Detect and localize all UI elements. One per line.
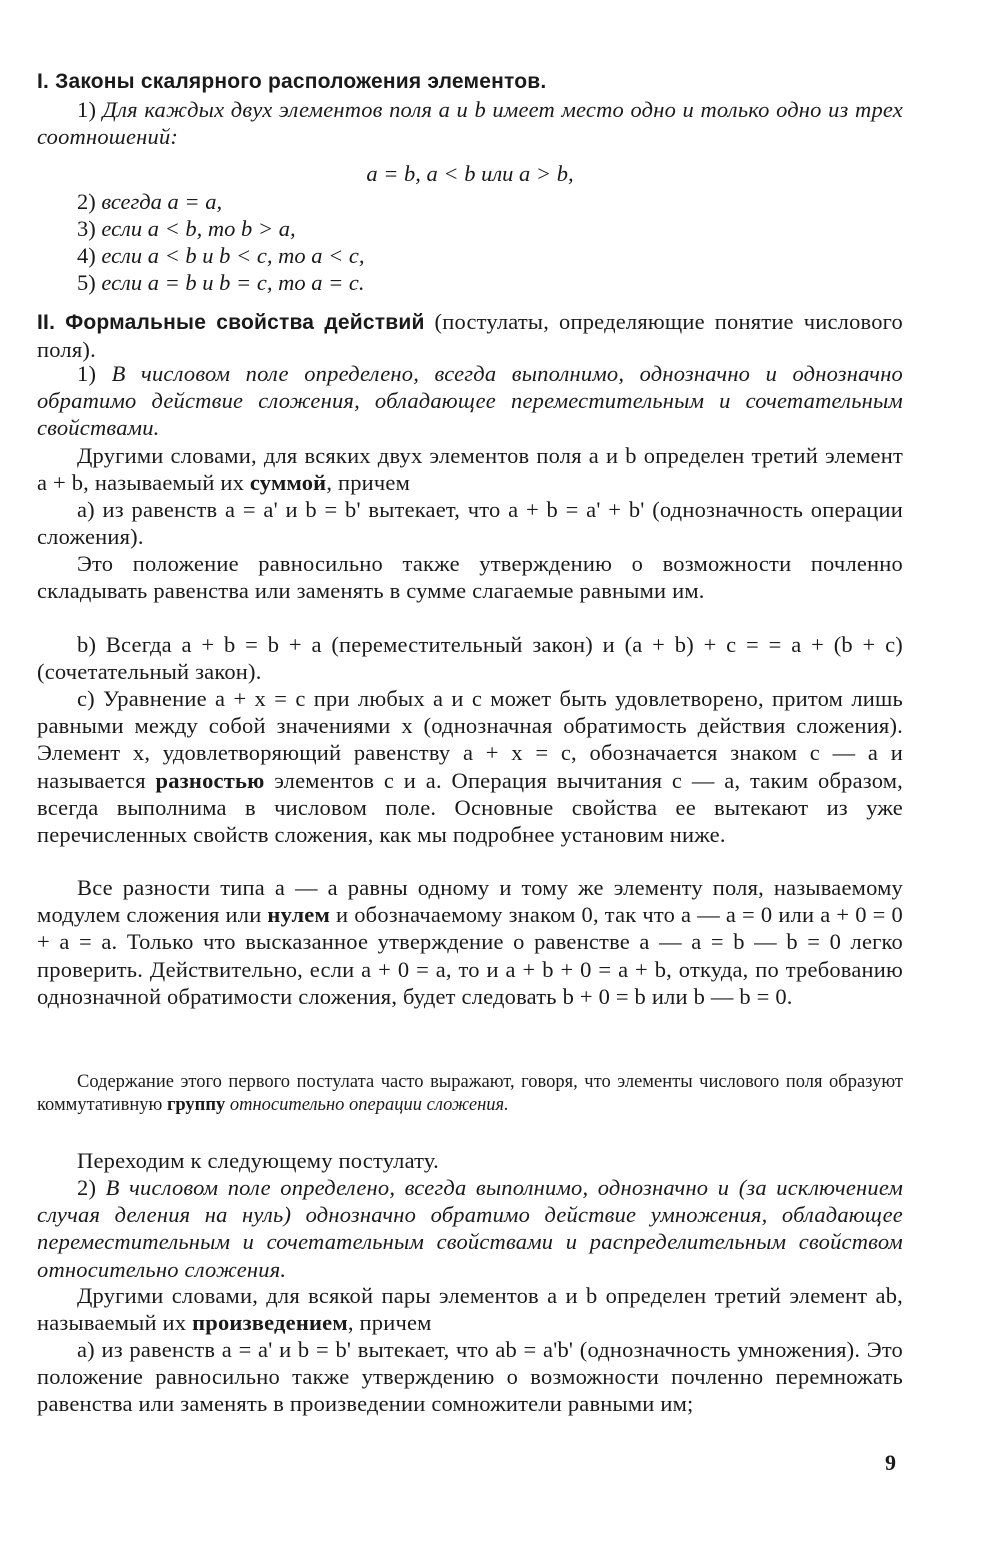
- postulate-1: [37, 360, 903, 442]
- equation-text-tail: элементов c и a. Операция вычитания c — a, таким образом, всегда выполнима в числовом поле. Основные свойства ее вытекают из уже перечисленных свойств сложения, как мы подробнее установим ниже.: [37, 767, 904, 848]
- postulate-2: [37, 1174, 903, 1283]
- law-3-number: 3): [77, 216, 96, 241]
- paragraph-next-postulate: Переходим к следующему постулату.: [77, 1148, 439, 1173]
- page-number: 9: [885, 1450, 896, 1475]
- law-1-number: 1): [77, 97, 97, 122]
- postulate-1-number: 1): [77, 361, 97, 386]
- postulate-2-number: 2): [77, 1175, 97, 1200]
- footnote-group: [37, 1071, 903, 1116]
- section-2-heading: [37, 308, 903, 363]
- law-4: [77, 242, 365, 269]
- paragraph-zero: [37, 874, 903, 1010]
- law-5-number: 5): [77, 270, 96, 295]
- section-1-title: I. Законы скалярного расположения элементов.: [37, 70, 547, 93]
- law-1: [37, 96, 903, 150]
- paragraph-c-equation: [37, 685, 903, 848]
- sum-definition-text: Другими словами, для всяких двух элементов поля a и b определен третий элемент a + b, называемый их: [37, 443, 903, 496]
- term-difference: разностью: [155, 767, 265, 793]
- law-4-number: 4): [77, 243, 96, 268]
- term-sum: суммой: [249, 470, 327, 496]
- paragraph-b-laws: b) Всегда a + b = b + a (переместительный закон) и (a + b) + c = = a + (b + c) (сочетательный закон).: [37, 632, 903, 685]
- postulate-1-text: В числовом поле определено, всегда выполнимо, однозначно и однозначно обратимо действие сложения, обладающее переместительным и сочетательным свойствами.: [37, 361, 904, 441]
- law-2-number: 2): [77, 189, 96, 214]
- law-5: [77, 269, 365, 296]
- paragraph-a-addition: a) из равенств a = a' и b = b' вытекает, что a + b = a' + b' (однозначность операции сложения).: [37, 497, 903, 550]
- law-2-text: всегда a = a,: [101, 189, 223, 214]
- equation-text: c) Уравнение a + x = c при любых a и c может быть удовлетворено, притом лишь равными между собой значениями x (однозначная обратимость действия сложения). Элемент x, удовлетворяющий равенству a + x = c, обозначается знаком c — a и называется: [37, 686, 903, 793]
- term-product: произведением: [192, 1310, 348, 1336]
- sum-definition-tail: , причем: [326, 470, 411, 496]
- postulate-2-text: В числовом поле определено, всегда выполнимо, однозначно и (за исключением случая деления на нуль) однозначно обратимо действие умножения, обладающее переместительным и сочетательным свойствами и распределительным свойством относительно сложения.: [37, 1175, 904, 1282]
- zero-text-tail: и обозначаемому знаком 0, так что a — a = 0 или a + 0 = 0 + a = a. Только что высказанное утверждение о равенстве a — a = b — b = 0 легко проверить. Действительно, если a + 0 = a, то и a + b + 0 = a + b, откуда, по требованию однозначной обратимости сложения, будет следовать b + 0 = b или b — b = 0.: [37, 902, 903, 1009]
- paragraph-sum-definition: [37, 442, 903, 496]
- law-5-text: если a = b и b = c, то a = c.: [101, 270, 365, 295]
- law-3-text: если a < b, то b > a,: [101, 216, 296, 241]
- footnote-tail: относительно операции сложения.: [229, 1094, 509, 1115]
- law-2: [77, 188, 222, 215]
- law-4-text: если a < b и b < c, то a < c,: [101, 243, 365, 268]
- section-2-subtitle: (постулаты, определяющие понятие числового поля).: [37, 309, 903, 363]
- footnote-text: Содержание этого первого постулата часто выражают, говоря, что элементы числового поля образуют коммутативную: [37, 1072, 903, 1115]
- term-group: группу: [166, 1094, 226, 1115]
- paragraph-product-definition: [37, 1282, 903, 1336]
- term-zero: нулем: [267, 902, 331, 928]
- product-definition-text: Другими словами, для всякой пары элементов a и b определен третий элемент ab, называемый их: [37, 1283, 903, 1336]
- paragraph-a-multiplication: a) из равенств a = a' и b = b' вытекает, что ab = a'b' (однозначность умножения). Это положение равносильно также утверждению о возможности почленно перемножать равенства или заменять в произведении сомножители равными им;: [37, 1337, 903, 1417]
- product-definition-tail: , причем: [347, 1310, 432, 1336]
- paragraph-addition-equalities: Это положение равносильно также утверждению о возможности почленно складывать равенства или заменять в сумме слагаемые равными им.: [37, 551, 903, 604]
- zero-text: Все разности типа a — a равны одному и тому же элементу поля, называемому модулем сложения или: [37, 875, 903, 928]
- law-3: [77, 215, 296, 242]
- law-1-formula: a = b, a < b или a > b,: [366, 161, 574, 186]
- law-1-text: Для каждых двух элементов поля a и b имеет место одно и только одно из трех соотношений:: [37, 97, 903, 150]
- section-2-title: II. Формальные свойства действий: [37, 311, 425, 334]
